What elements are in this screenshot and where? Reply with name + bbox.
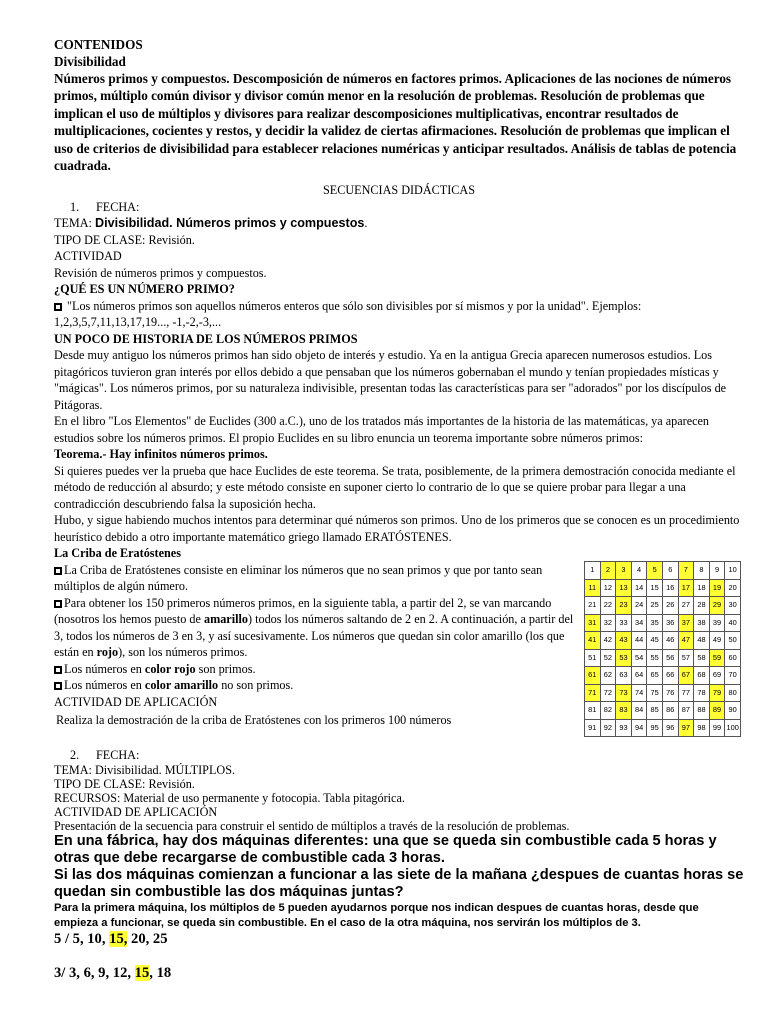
seq5-end: 20, 25 — [127, 931, 168, 948]
criba-p2-e: ), son los números primos. — [118, 645, 248, 660]
criba-p3-color-rojo: color rojo — [144, 661, 196, 676]
criba-cell: 50 — [725, 632, 741, 650]
criba-cell: 70 — [725, 667, 741, 685]
criba-cell: 75 — [647, 684, 663, 702]
criba-cell: 1 — [585, 562, 601, 580]
contenidos-heading: CONTENIDOS — [54, 37, 143, 52]
definition-text: "Los números primos son aquellos números enteros que sólo son divisibles por sí mismos y por la unidad". Ejemplos: — [64, 298, 642, 313]
criba-cell: 35 — [647, 614, 663, 632]
criba-cell: 11 — [585, 579, 601, 597]
criba-cell: 14 — [631, 579, 647, 597]
criba-cell: 94 — [631, 719, 647, 737]
criba-row — [585, 667, 741, 685]
criba-cell: 100 — [725, 719, 741, 737]
criba-cell: 80 — [725, 684, 741, 702]
criba-cell: 79 — [709, 684, 725, 702]
criba-cell: 15 — [647, 579, 663, 597]
seq5-start: 5 / 5, 10, — [54, 931, 110, 948]
criba-cell: 26 — [662, 597, 678, 615]
s2-problema-1: En una fábrica, hay dos máquinas diferentes: una que se queda sin combustible cada 5 horas y otras que debe recargarse de combustible cada 3 horas. — [54, 833, 717, 867]
contenidos-intro: Números primos y compuestos. Descomposición de números en factores primos. Aplicaciones de las nociones de números primos, múltiplo común divisor y divisor común menor en la resolución de problemas. Resolución de problemas que implican el uso de múltiplos y divisores para realizar descomposiciones multiplicativas, encontrar resultados de multiplicaciones, cocientes y restos, y decidir la validez de ciertas afirmaciones. Resolución de problemas que implican el uso de criterios de divisibilidad para establecer relaciones numéricas y anticipar resultados. Análisis de tablas de potencia cuadrada. — [54, 71, 737, 174]
criba-p4-c: no son primos. — [218, 678, 294, 693]
criba-cell: 46 — [662, 632, 678, 650]
historia-title: UN POCO DE HISTORIA DE LOS NÚMEROS PRIMOS — [54, 331, 358, 346]
seq5-highlight: 15, — [109, 931, 128, 948]
criba-cell: 95 — [647, 719, 663, 737]
criba-cell: 86 — [662, 702, 678, 720]
criba-cell: 81 — [585, 702, 601, 720]
criba-row — [585, 597, 741, 615]
sequence-multiples-3 — [54, 964, 744, 982]
criba-cell: 76 — [662, 684, 678, 702]
criba-cell: 53 — [616, 649, 632, 667]
criba-cell: 40 — [725, 614, 741, 632]
secuencias-title: SECUENCIAS DIDÁCTICAS — [322, 183, 476, 198]
criba-cell: 24 — [631, 597, 647, 615]
s2-actividad: ACTIVIDAD DE APLICACIÓN — [54, 805, 218, 820]
criba-cell: 65 — [647, 667, 663, 685]
s2-recursos: RECURSOS: Material de uso permanente y fotocopia. Tabla pitagórica. — [54, 791, 405, 806]
criba-cell: 82 — [600, 702, 616, 720]
criba-p4 — [54, 677, 576, 694]
question-primo: ¿QUÉ ES UN NÚMERO PRIMO? — [54, 282, 235, 297]
s2-explicacion: Para la primera máquina, los múltiplos de 5 pueden ayudarnos porque nos indican despues de cuantas horas, desde que empieza a funcionar, se queda sin combustible. En el caso de la otra máquina, nos servirán los múltiplos de 3. — [54, 902, 699, 929]
criba-p3 — [54, 661, 576, 678]
criba-cell: 10 — [725, 562, 741, 580]
criba-cell: 9 — [709, 562, 725, 580]
s2-problema-2: Si las dos máquinas comienzan a funcionar a las siete de la mañana ¿despues de cuantas horas se quedan sin combustible las dos máquinas juntas? — [54, 867, 744, 901]
historia-p4: Hubo, y sigue habiendo muchos intentos para determinar qué números son primos. Uno de los primeros que se conocen es un procedimiento heurístico debido a otro importante matemático griego llamado ERATÓSTENES. — [54, 513, 740, 544]
criba-cell: 77 — [678, 684, 694, 702]
spacer — [54, 948, 744, 964]
criba-p2 — [54, 595, 576, 661]
criba-cell: 63 — [616, 667, 632, 685]
criba-cell: 34 — [631, 614, 647, 632]
s1-tema — [54, 215, 744, 232]
criba-cell: 33 — [616, 614, 632, 632]
criba-cell: 49 — [709, 632, 725, 650]
criba-cell: 18 — [694, 579, 710, 597]
s1-actividad: ACTIVIDAD — [54, 249, 122, 264]
s1-fecha — [54, 199, 744, 216]
criba-row — [585, 562, 741, 580]
s1-tema-label: TEMA: — [54, 216, 95, 231]
criba-cell: 4 — [631, 562, 647, 580]
criba-text-column — [54, 562, 576, 729]
criba-title: La Criba de Eratóstenes — [54, 546, 181, 561]
criba-cell: 42 — [600, 632, 616, 650]
criba-row — [585, 702, 741, 720]
criba-cell: 59 — [709, 649, 725, 667]
criba-cell: 45 — [647, 632, 663, 650]
s2-tema: TEMA: Divisibilidad. MÚLTIPLOS. — [54, 763, 236, 778]
criba-cell: 30 — [725, 597, 741, 615]
criba-cell: 91 — [585, 719, 601, 737]
historia-p2: En el libro "Los Elementos" de Euclides (300 a.C.), uno de los tratados más importantes de la historia de las matemáticas, ya aparecen estudios sobre los números primos. El propio Euclides en su libro enuncia un teorema importante sobre números primos: — [54, 414, 710, 445]
criba-cell: 54 — [631, 649, 647, 667]
criba-cell: 6 — [662, 562, 678, 580]
criba-cell: 41 — [585, 632, 601, 650]
criba-cell: 72 — [600, 684, 616, 702]
criba-cell: 90 — [725, 702, 741, 720]
seq3-start: 3/ 3, 6, 9, 12, — [54, 965, 135, 982]
square-bullet-icon — [54, 600, 62, 608]
s2-fecha — [54, 747, 744, 764]
criba-cell: 92 — [600, 719, 616, 737]
criba-cell: 43 — [616, 632, 632, 650]
criba-p2-a: Para obtener los 150 primeros números primos, en la siguiente tabla, a partir del 2, se van marcando (nosotros los hemos puesto de — [54, 595, 552, 627]
criba-cell: 47 — [678, 632, 694, 650]
criba-cell: 89 — [709, 702, 725, 720]
sequence-multiples-5 — [54, 930, 744, 948]
s1-number: 1. — [70, 199, 80, 214]
criba-p3-c: son primos. — [195, 661, 256, 676]
seq3-highlight: 15 — [134, 965, 150, 982]
criba-p4-color-amarillo: color amarillo — [144, 678, 219, 693]
s1-revision: Revisión de números primos y compuestos. — [54, 265, 267, 280]
criba-p4-a: Los números en — [64, 678, 145, 693]
criba-p1 — [54, 562, 576, 595]
criba-cell: 84 — [631, 702, 647, 720]
criba-row — [585, 614, 741, 632]
square-bullet-icon — [54, 303, 62, 311]
criba-cell: 99 — [709, 719, 725, 737]
criba-cell: 5 — [647, 562, 663, 580]
criba-cell: 83 — [616, 702, 632, 720]
criba-cell: 64 — [631, 667, 647, 685]
criba-cell: 8 — [694, 562, 710, 580]
criba-cell: 52 — [600, 649, 616, 667]
criba-section — [54, 545, 744, 732]
s1-tema-end: . — [364, 216, 368, 231]
criba-cell: 96 — [662, 719, 678, 737]
criba-cell: 56 — [662, 649, 678, 667]
historia-p1: Desde muy antiguo los números primos han sido objeto de interés y estudio. Ya en la antigua Grecia aparecen numerosos estudios. Los pitagóricos tuvieron gran interés por ellos debido a que pensaban que los números gobernaban el mundo y tenían propiedades místicas y "mágicas". Los números primos, por su naturaleza indivisible, presentan todas las características para ser "adorados" por los discípulos de Pitágoras. — [54, 348, 727, 412]
criba-cell: 36 — [662, 614, 678, 632]
criba-p2-rojo: rojo — [96, 645, 119, 660]
criba-cell: 78 — [694, 684, 710, 702]
criba-cell: 27 — [678, 597, 694, 615]
criba-cell: 62 — [600, 667, 616, 685]
criba-cell: 19 — [709, 579, 725, 597]
criba-cell: 22 — [600, 597, 616, 615]
criba-cell: 7 — [678, 562, 694, 580]
square-bullet-icon — [54, 666, 62, 674]
criba-cell: 97 — [678, 719, 694, 737]
criba-cell: 3 — [616, 562, 632, 580]
historia-p3: Si quieres puedes ver la prueba que hace Euclides de este teorema. Se trata, posiblemente, de la primera demostración conocida mediante el método de reducción al absurdo; y este método consiste en suponer cierto lo contrario de lo que se quiere probar para llegar a una contradicción descubriendo falsa la suposición hecha. — [54, 463, 736, 511]
definition-primo — [54, 298, 744, 315]
criba-cell: 74 — [631, 684, 647, 702]
criba-cell: 68 — [694, 667, 710, 685]
criba-cell: 66 — [662, 667, 678, 685]
criba-cell: 37 — [678, 614, 694, 632]
criba-cell: 32 — [600, 614, 616, 632]
criba-cell: 87 — [678, 702, 694, 720]
criba-cell: 12 — [600, 579, 616, 597]
s2-tipo-clase: TIPO DE CLASE: Revisión. — [54, 777, 195, 792]
criba-cell: 55 — [647, 649, 663, 667]
criba-row — [585, 684, 741, 702]
criba-cell: 44 — [631, 632, 647, 650]
criba-p3-a: Los números en — [64, 661, 145, 676]
teorema: Teorema.- Hay infinitos números primos. — [54, 447, 268, 462]
criba-cell: 85 — [647, 702, 663, 720]
criba-cell: 57 — [678, 649, 694, 667]
criba-p1-text: La Criba de Eratóstenes consiste en eliminar los números que no sean primos y que por tanto sean múltiplos de algún número. — [54, 562, 543, 594]
criba-cell: 28 — [694, 597, 710, 615]
criba-row — [585, 719, 741, 737]
criba-cell: 60 — [725, 649, 741, 667]
criba-cell: 58 — [694, 649, 710, 667]
criba-cell: 31 — [585, 614, 601, 632]
s1-realiza: Realiza la demostración de la criba de Eratóstenes con los primeros 100 números — [56, 713, 452, 728]
criba-cell: 21 — [585, 597, 601, 615]
seq3-end: , 18 — [149, 965, 172, 982]
examples-primo: 1,2,3,5,7,11,13,17,19..., -1,-2,-3,... — [54, 315, 222, 330]
criba-row — [585, 649, 741, 667]
criba-table — [584, 561, 741, 737]
s1-actividad-aplicacion: ACTIVIDAD DE APLICACIÓN — [54, 694, 218, 709]
criba-cell: 29 — [709, 597, 725, 615]
criba-p2-amarillo: amarillo — [203, 612, 248, 627]
criba-cell: 67 — [678, 667, 694, 685]
criba-cell: 51 — [585, 649, 601, 667]
criba-cell: 39 — [709, 614, 725, 632]
s2-fecha-label: FECHA: — [96, 747, 140, 762]
criba-cell: 71 — [585, 684, 601, 702]
document-page — [54, 36, 744, 982]
criba-cell: 25 — [647, 597, 663, 615]
criba-cell: 98 — [694, 719, 710, 737]
criba-cell: 20 — [725, 579, 741, 597]
criba-cell: 38 — [694, 614, 710, 632]
criba-cell: 88 — [694, 702, 710, 720]
divisibilidad-heading: Divisibilidad — [54, 54, 126, 69]
criba-cell: 48 — [694, 632, 710, 650]
criba-row — [585, 579, 741, 597]
s1-tema-value: Divisibilidad. Números primos y compuestos — [94, 216, 365, 231]
criba-cell: 73 — [616, 684, 632, 702]
criba-cell: 16 — [662, 579, 678, 597]
criba-cell: 17 — [678, 579, 694, 597]
criba-row — [585, 632, 741, 650]
s2-number: 2. — [70, 747, 80, 762]
s1-tipo-clase: TIPO DE CLASE: Revisión. — [54, 232, 195, 247]
criba-p2-c: ) todos los números saltando de 2 en 2. A continuación, a partir del 3, todos los números de 3 en 3, y así sucesivamente. Los números que quedan sin color amarillo (los que están en — [54, 612, 574, 660]
square-bullet-icon — [54, 567, 62, 575]
criba-cell: 61 — [585, 667, 601, 685]
criba-cell: 13 — [616, 579, 632, 597]
s2-presentacion: Presentación de la secuencia para construir el sentido de múltiplos a través de la resolución de problemas. — [54, 819, 570, 834]
criba-cell: 93 — [616, 719, 632, 737]
square-bullet-icon — [54, 682, 62, 690]
s1-fecha-label: FECHA: — [96, 199, 140, 214]
criba-cell: 23 — [616, 597, 632, 615]
criba-cell: 69 — [709, 667, 725, 685]
criba-cell: 2 — [600, 562, 616, 580]
